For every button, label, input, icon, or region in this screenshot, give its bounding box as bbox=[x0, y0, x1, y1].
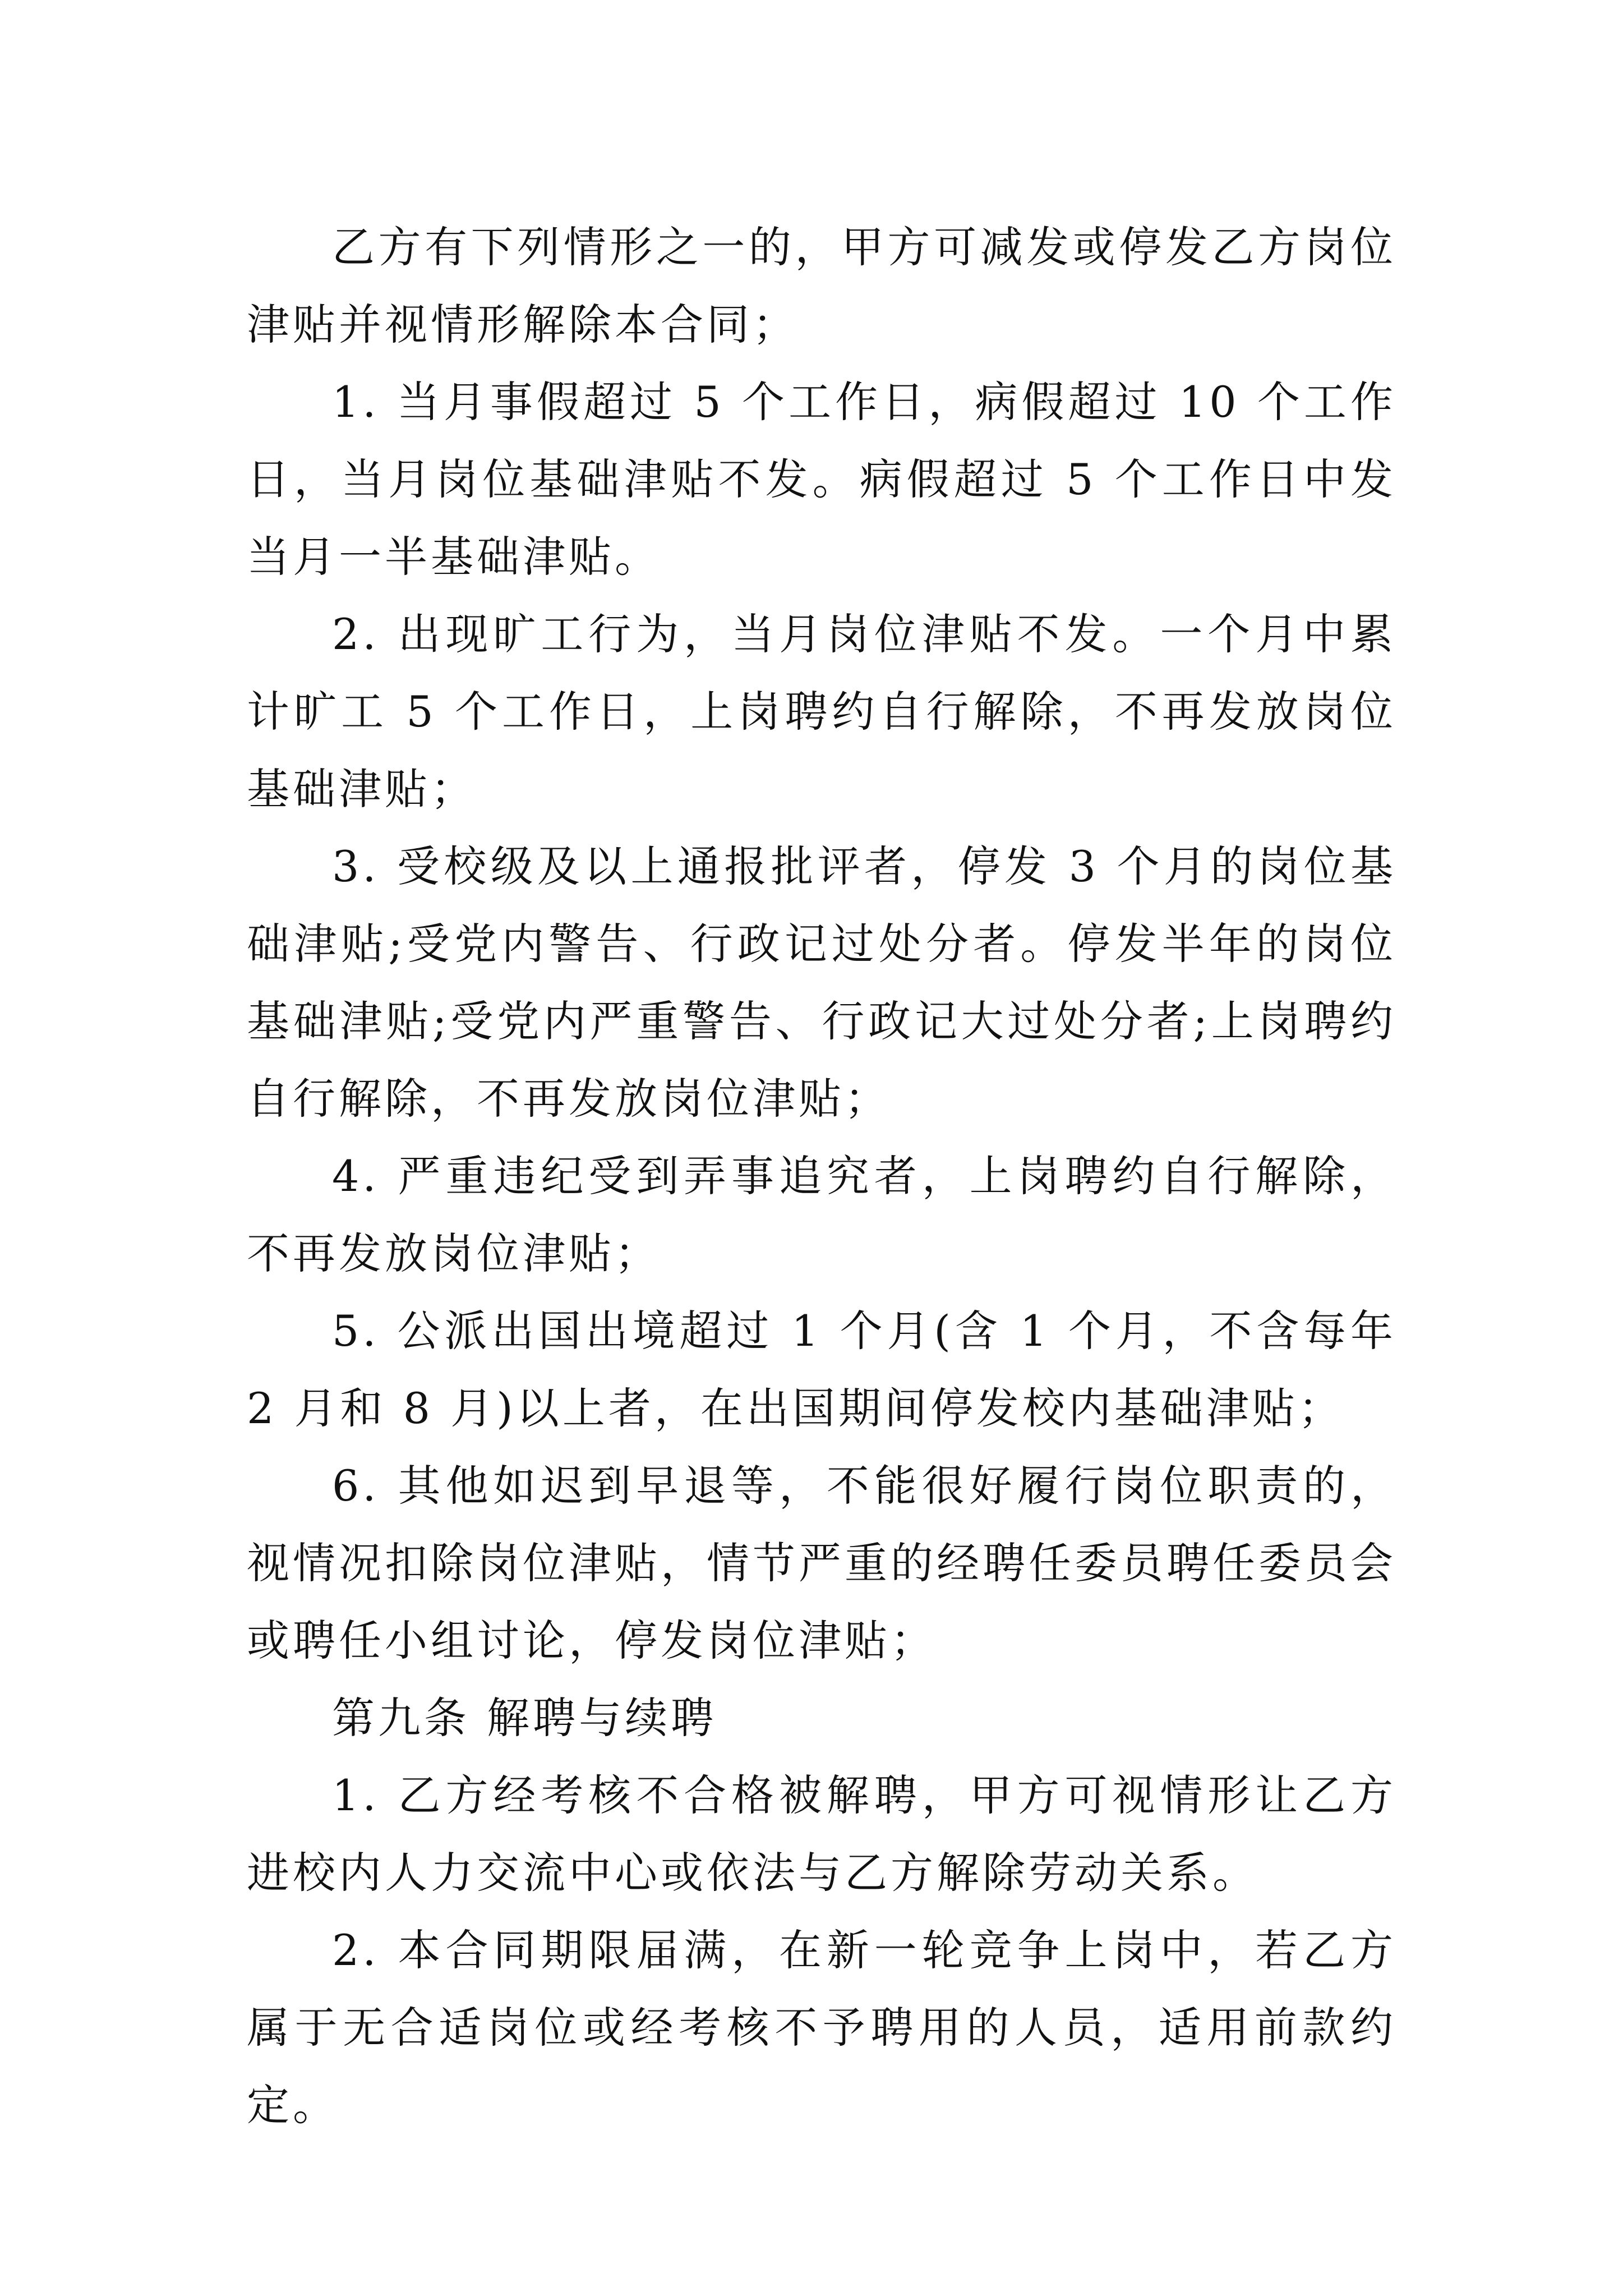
paragraph-item-5: 5. 公派出国出境超过 1 个月(含 1 个月，不含每年 2 月和 8 月)以上者，在出国期间停发校内基础津贴； bbox=[247, 1306, 1396, 1433]
section-heading-article-9: 第九条 解聘与续聘 bbox=[332, 1693, 717, 1743]
paragraph-item-4: 4. 严重违纪受到弄事追究者，上岗聘约自行解除，不再发放岗位津贴； bbox=[247, 1151, 1396, 1278]
paragraph-item-1: 1. 当月事假超过 5 个工作日，病假超过 10 个工作日，当月岗位基础津贴不发。病假超过 5 个工作日中发当月一半基础津贴。 bbox=[247, 377, 1396, 582]
paragraph-article-9-item-2: 2. 本合同期限届满，在新一轮竞争上岗中，若乙方属于无合适岗位或经考核不予聘用的人员，适用前款约定。 bbox=[247, 1925, 1396, 2130]
paragraph-item-3: 3. 受校级及以上通报批评者，停发 3 个月的岗位基础津贴;受党内警告、行政记过处分者。停发半年的岗位基础津贴;受党内严重警告、行政记大过处分者;上岗聘约自行解除，不再发放岗位津贴； bbox=[247, 841, 1396, 1124]
paragraph-item-2: 2. 出现旷工行为，当月岗位津贴不发。一个月中累计旷工 5 个工作日，上岗聘约自行解除，不再发放岗位基础津贴； bbox=[247, 609, 1396, 814]
paragraph-item-6: 6. 其他如迟到早退等，不能很好履行岗位职责的，视情况扣除岗位津贴，情节严重的经聘任委员聘任委员会或聘任小组讨论，停发岗位津贴； bbox=[247, 1461, 1396, 1665]
paragraph-article-9-item-1: 1. 乙方经考核不合格被解聘，甲方可视情形让乙方进校内人力交流中心或依法与乙方解除劳动关系。 bbox=[247, 1770, 1396, 1898]
document-body bbox=[247, 209, 1396, 2144]
paragraph-intro: 乙方有下列情形之一的，甲方可减发或停发乙方岗位津贴并视情形解除本合同； bbox=[247, 222, 1396, 349]
